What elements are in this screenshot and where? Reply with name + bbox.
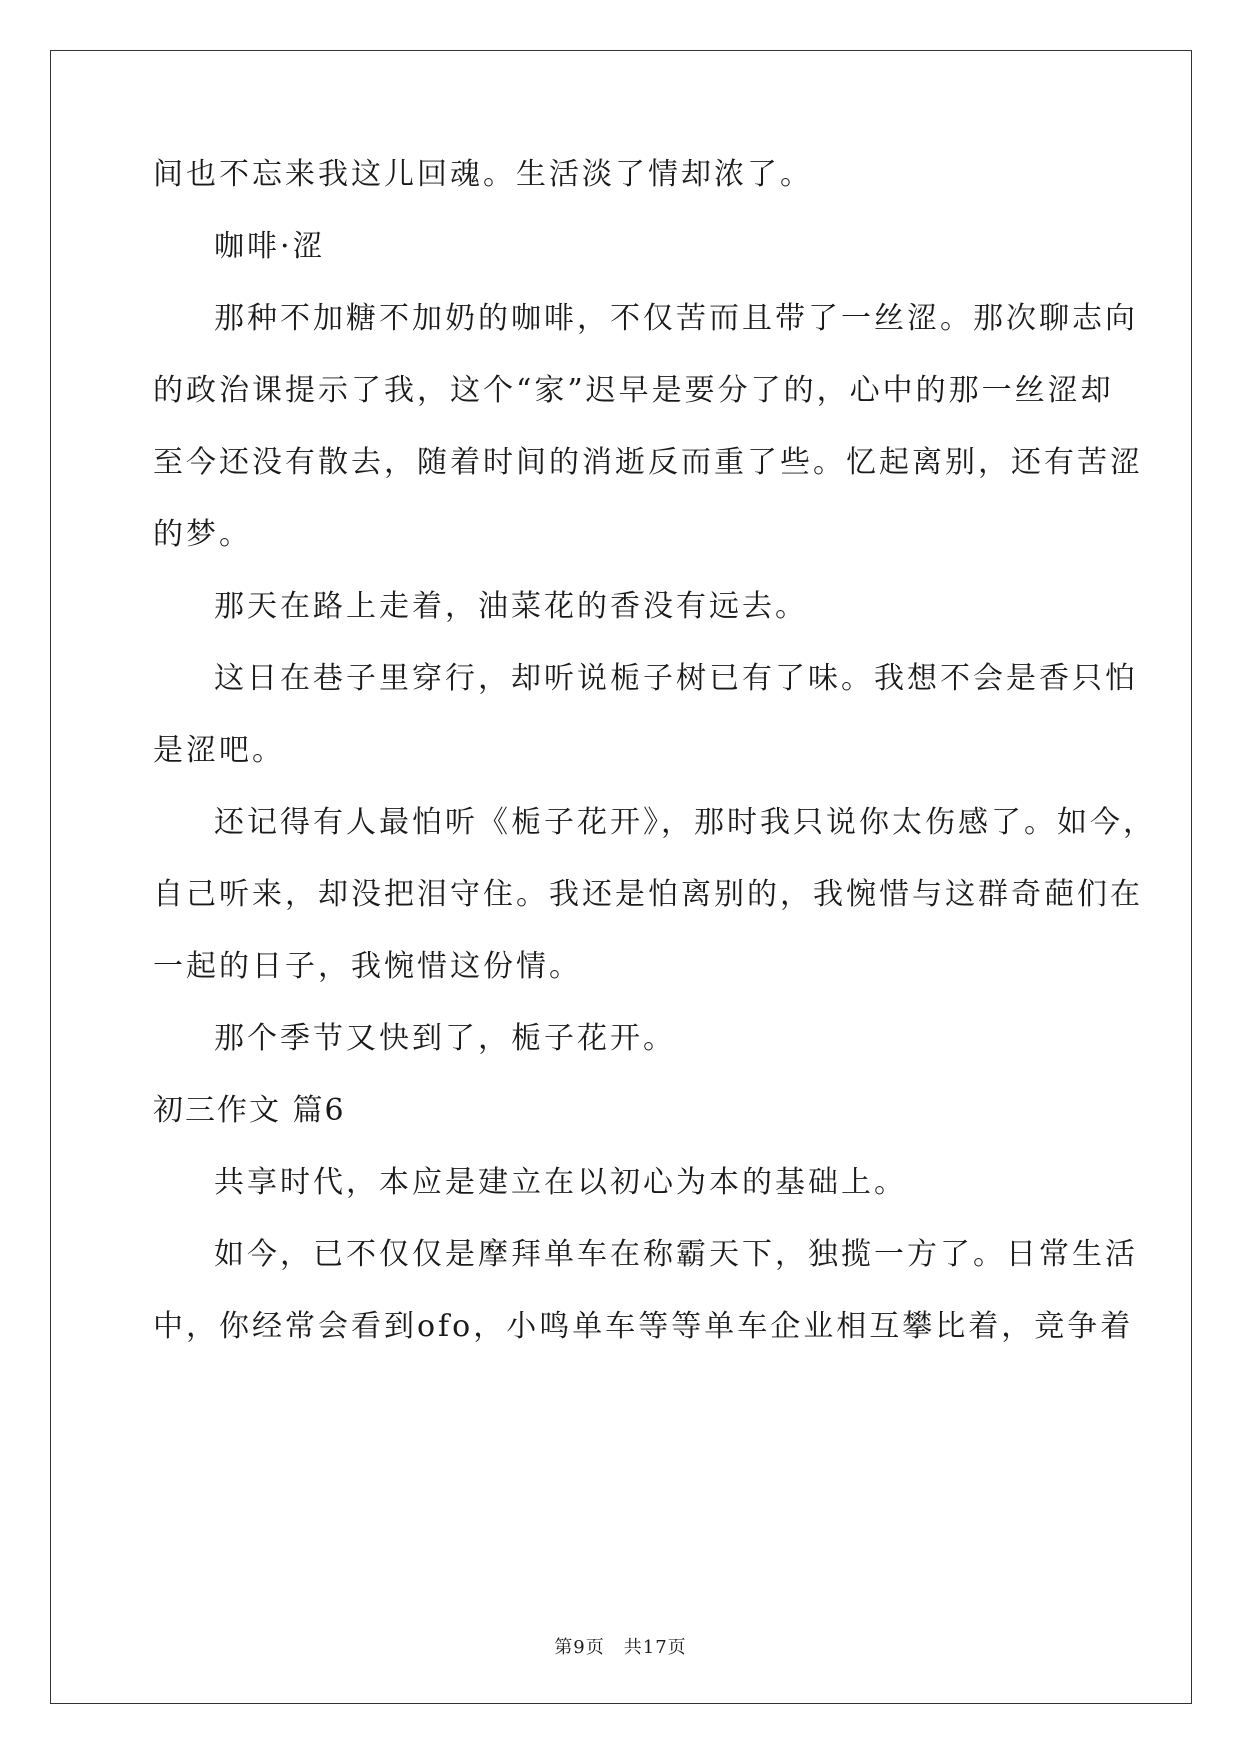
section-heading: 咖啡·涩	[214, 229, 326, 264]
paragraph-line: 的梦。	[153, 517, 252, 552]
paragraph-line: 那种不加糖不加奶的咖啡，不仅苦而且带了一丝涩。那次聊志向	[214, 301, 1138, 336]
page-number-footer: 第9页 共17页	[554, 1637, 687, 1658]
text-line: 间也不忘来我这儿回魂。生活淡了情却浓了。	[153, 157, 813, 192]
paragraph-line: 至今还没有散去，随着时间的消逝反而重了些。忆起离别，还有苦涩	[153, 445, 1143, 480]
paragraph-line: 这日在巷子里穿行，却听说栀子树已有了味。我想不会是香只怕	[214, 661, 1138, 696]
essay-heading: 初三作文 篇6	[153, 1093, 346, 1128]
paragraph-line: 的政治课提示了我，这个“家”迟早是要分了的，心中的那一丝涩却	[153, 373, 1114, 408]
paragraph-line: 还记得有人最怕听《栀子花开》，那时我只说你太伤感了。如今，	[214, 805, 1156, 840]
paragraph-line: 中，你经常会看到ofo，小鸣单车等等单车企业相互攀比着，竞争着	[153, 1309, 1134, 1344]
paragraph-line: 那天在路上走着，油菜花的香没有远去。	[214, 589, 808, 624]
paragraph-line: 共享时代，本应是建立在以初心为本的基础上。	[214, 1165, 907, 1200]
paragraph-line: 如今，已不仅仅是摩拜单车在称霸天下，独揽一方了。日常生活	[214, 1237, 1138, 1272]
paragraph-line: 一起的日子，我惋惜这份情。	[153, 949, 582, 984]
paragraph-line: 是涩吧。	[153, 733, 285, 768]
paragraph-line: 自己听来，却没把泪守住。我还是怕离别的，我惋惜与这群奇葩们在	[153, 877, 1143, 912]
paragraph-line: 那个季节又快到了，栀子花开。	[214, 1021, 676, 1056]
